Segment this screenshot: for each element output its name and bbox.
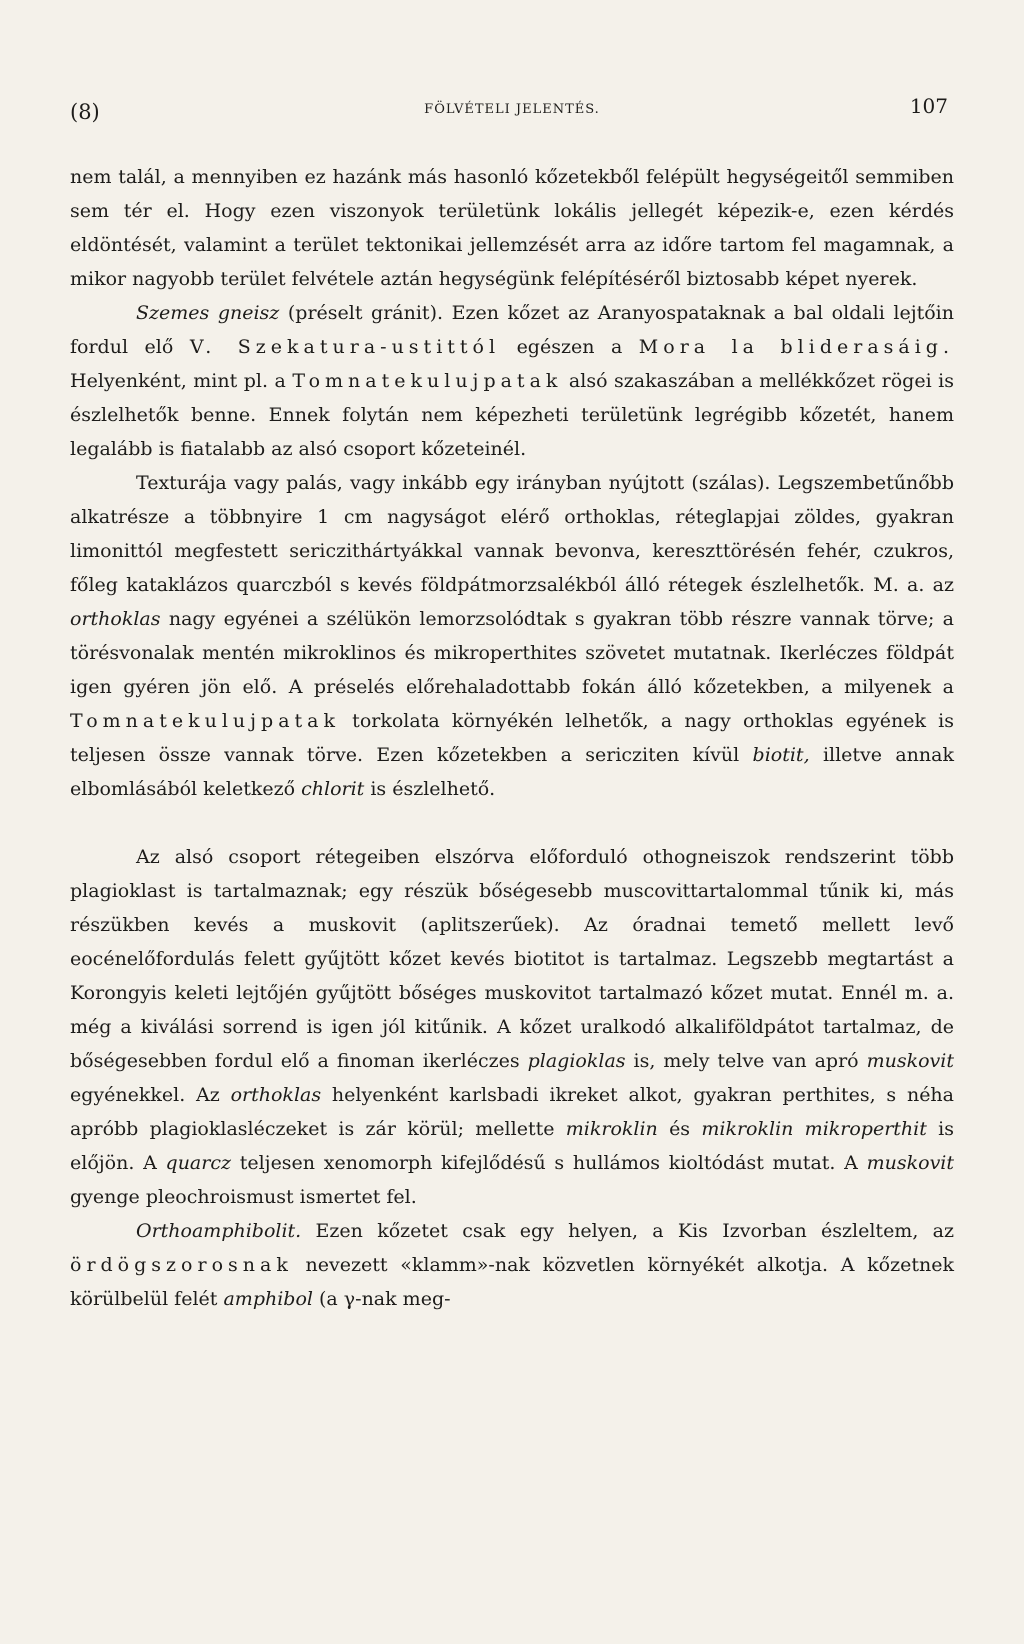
paragraph-3: Texturája vagy palás, vagy inkább egy irányban nyújtott (szálas). Legszembetűnőbb alkatrésze a többnyire 1 cm nagyságot elérő orthoklas, réteglapjai zöldes, gyakran limonittól megfestett sericzithártyákkal vannak bevonva, kereszttörésén fehér, czukros, főleg kataklázos quarczból s kevés földpátmorzsalékból álló rétegek észlelhetők. M. a. az orthoklas nagy egyénei a szélükön lemorzsolódtak s gyakran több részre vannak törve; a törésvonalak mentén mikroklinos és mikroperthites szövetet mutatnak. Ikerléczes földpát igen gyéren jön elő. A préselés előrehaladottabb fokán álló kőzetekben, a milyenek a Tomnatekulujpatak torkolata környékén lelhetők, a nagy orthoklas egyének is teljesen össze vannak törve. Ezen kőzetekben a sericziten kívül biotit, illetve annak elbomlásából keletkező chlorit is észlelhető. [70, 472, 954, 800]
section-number: (8) [70, 100, 100, 124]
place-name: Tomnatekulujpatak [70, 710, 341, 732]
paragraph-4: Az alsó csoport rétegeiben elszórva előforduló othogneiszok rendszerint több plagioklast is tartalmaznak; egy részük bőségesebb muscovittartalommal tűnik ki, más részükben kevés a muskovit (aplitszerűek). Az óradnai temető mellett levő eocénelőfordulás felett gyűjtött kőzet kevés biotitot is tartalmaz. Legszebb megtartást a Korongyis keleti lejtőjén gyűjtött bőséges muskovitot tartalmazó kőzet mutat. Ennél m. a. még a kiválási sorrend is igen jól kitűnik. A kőzet uralkodó alkaliföldpátot tartalmaz, de bőségesebben fordul elő a finoman ikerléczes plagioklas is, mely telve van apró muskovit egyénekkel. Az orthoklas helyenként karlsbadi ikreket alkot, gyakran perthites, s néha apróbb plagioklasléczeket is zár körül; mellette mikroklin és mikroklin mikroperthit is előjön. A quarcz teljesen xenomorph kifejlődésű s hullámos kioltódást mutat. A muskovit gyenge pleochroismust ismertet fel. [70, 846, 955, 1208]
running-title: FÖLVÉTELI JELENTÉS. [424, 102, 600, 117]
place-name: V. Szekatura-ustittól [189, 336, 501, 358]
term-muskovit: muskovit [866, 1152, 955, 1174]
term-orthoklas: orthoklas [70, 608, 161, 630]
place-name: ördögszorosnak [70, 1254, 293, 1276]
paragraph-1: nem talál, a mennyiben ez hazánk más hasonló kőzetekből felépült hegységeitől semmiben sem tér el. Hogy ezen viszonyok területünk lokális jellegét képezik-e, ezen kérdés eldöntését, valamint a terület tektonikai jellemzését arra az időre tartom fel magamnak, a mikor nagyobb terület felvétele aztán hegységünk felépítéséről biztosabb képet nyerek. [70, 166, 954, 290]
paragraph-2: Szemes gneisz (préselt gránit). Ezen kőzet az Aranyospataknak a bal oldali lejtőin fordul elő V. Szekatura-ustittól egészen a Mora la bliderasáig. Helyenként, mint pl. a Tomnatekulujpatak alsó szakaszában a mellékkőzet rögei is észlelhetők benne. Ennek folytán nem képezheti területünk legrégibb kőzetét, hanem legalább is fiatalabb az alsó csoport kőzeteinél. [70, 302, 955, 460]
term-plagioklas: plagioklas [527, 1050, 626, 1072]
page-number: 107 [909, 94, 948, 118]
term-orthoklas: orthoklas [230, 1084, 322, 1106]
term-quarcz: quarcz [165, 1152, 231, 1174]
body-text [70, 160, 954, 1316]
term-muskovit: muskovit [866, 1050, 954, 1072]
term-mikroklin: mikroklin [565, 1118, 658, 1140]
place-name: Mora la bliderasáig. [638, 336, 955, 358]
running-header [70, 86, 954, 126]
term-amphibol: amphibol [223, 1288, 313, 1310]
term-orthoamphibolit: Orthoamphibolit. [136, 1220, 302, 1242]
paragraph-5: Orthoamphibolit. Ezen kőzetet csak egy helyen, a Kis Izvorban észleltem, az ördögszorosnak nevezett «klamm»-nak közvetlen környékét alkotja. A kőzetnek körülbelül felét amphibol (a γ-nak meg- [70, 1220, 954, 1310]
place-name: Tomnatekulujpatak [292, 370, 563, 392]
term-mikroklin-mikroperthit: mikroklin mikroperthit [701, 1118, 927, 1140]
term-szemes-gneisz: Szemes gneisz [136, 302, 280, 324]
term-chlorit: chlorit [301, 778, 365, 800]
term-biotit: biotit, [752, 744, 810, 766]
